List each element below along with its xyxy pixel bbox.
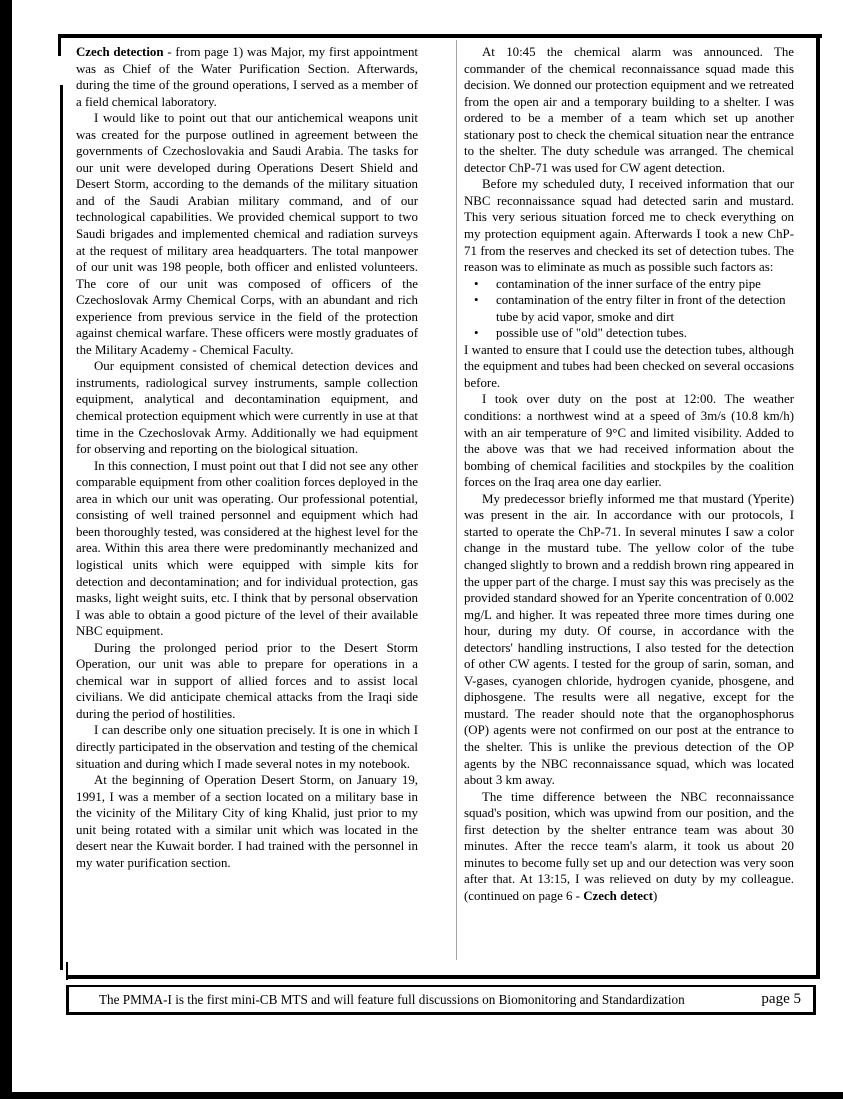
page-footer bbox=[66, 985, 816, 1015]
continued-article-title: Czech detection bbox=[76, 45, 164, 59]
frame-top-rule bbox=[58, 34, 822, 38]
article-paragraph: I can describe only one situation precisely. It is one in which I directly participated in the observation and testing of the chemical situation and during which I made several notes in my notebook. bbox=[76, 723, 418, 771]
article-paragraph: The time difference between the NBC reconnaissance squad's position, which was upwind from our position, and the first detection by the shelter entrance team was about 30 minutes. After the recce team's alarm, it took us about 20 minutes to become fully set up and our detection was very soon after that. At 13:15, I was relieved on duty by my colleague. (continued on page 6 - Czech detect) bbox=[464, 789, 794, 903]
frame-bottom-rule bbox=[66, 975, 820, 979]
page-number: page 5 bbox=[761, 991, 801, 1007]
article-paragraph: Our equipment consisted of chemical detection devices and instruments, radiological survey instruments, sample collection equipment, analytical and decontamination equipment, and chemical protection equipment which were currently in use at that time in the Czechoslovak Army. Additionally we had equipment for observing and reporting on the biological situation. bbox=[76, 359, 418, 457]
article-paragraph: In this connection, I must point out that I did not see any other comparable equipment from other coalition forces deployed in the area in which our unit was operating. Our professional potential, consisting of well trained personnel and equipment which had been thoroughly tested, was considered at the highest level for the area. Within this area there were predominantly mechanized and logistical units which were equipped with simple kits for detection and decontamination; and for individual protection, gas masks, light weight suits, etc. I think that by personal observation I was able to obtain a good picture of the level of their available NBC equipment. bbox=[76, 458, 418, 639]
factor-list bbox=[464, 276, 794, 342]
scan-edge-bottom bbox=[0, 1092, 843, 1099]
frame-left-rule bbox=[60, 85, 63, 970]
article-paragraph: I wanted to ensure that I could use the detection tubes, although the equipment and tubes had been checked on several occasions before. bbox=[464, 342, 794, 390]
scan-edge-left bbox=[0, 0, 12, 1095]
footer-tagline: The PMMA-I is the first mini-CB MTS and will feature full discussions on Biomonitoring and Standardization bbox=[99, 991, 685, 1007]
article-paragraph: At 10:45 the chemical alarm was announced. The commander of the chemical reconnaissance squad made this decision. We donned our protection equipment and we retreated from the open air and a temporary building to a shelter. I was ordered to be a member of a team which set up another stationary post to check the chemical situation near the entrance to the shelter. The duty schedule was arranged. The chemical detector ChP-71 was used for CW agent detection. bbox=[464, 45, 794, 175]
frame-left-rule bbox=[58, 34, 61, 56]
article-paragraph: During the prolonged period prior to the Desert Storm Operation, our unit was able to prepare for operations in a chemical war in support of allied forces and to assist local civilians. We did anticipate chemical attacks from the Iraqi side during the period of hostilities. bbox=[76, 640, 418, 721]
article-paragraph: I would like to point out that our antichemical weapons unit was created for the purpose outlined in agreement between the governments of Czechoslovakia and Saudi Arabia. The tasks for our unit were developed during Operations Desert Shield and Desert Storm, according to the demands of the military situation and of the Saudi Arabian military command, and of our technological capabilities. We provided chemical support to two Saudi brigades and implemented chemical and radiation surveys at the request of military area headquarters. The total manpower of our unit was 198 people, both officer and enlisted volunteers. The core of our unit was composed of officers of the Czechoslovak Army Chemical Corps, with an abundant and rich experience from previous service in the field of the protection against chemical warfare. These officers were mostly graduates of the Military Academy - Chemical Faculty. bbox=[76, 111, 418, 357]
article-paragraph: At the beginning of Operation Desert Storm, on January 19, 1991, I was a member of a section located on a military base in the vicinity of the Military City of king Khalid, just prior to my unit being rotated with a similar unit which was located in the desert near the Kuwait border. I had trained with the personnel in my water purification section. bbox=[76, 773, 418, 870]
frame-right-rule bbox=[816, 34, 820, 979]
article-right-column bbox=[464, 44, 794, 904]
list-item: • possible use of "old" detection tubes. bbox=[496, 325, 794, 342]
article-left-column bbox=[76, 44, 418, 871]
article-paragraph: I took over duty on the post at 12:00. The weather conditions: a northwest wind at a speed of 3m/s (10.8 km/h) with an air temperature of 9°C and limited visibility. Added to the above was that we had received information about the bombing of chemical facilities and stockpiles by the coalition forces on the Iraq area one day earlier. bbox=[464, 392, 794, 490]
list-item: • contamination of the inner surface of the entry pipe bbox=[496, 276, 794, 293]
article-paragraph: Before my scheduled duty, I received information that our NBC reconnaissance squad had detected sarin and mustard. This very serious situation forced me to check everything on my protection equipment again. Afterwards I took a new ChP-71 from the reserves and checked its set of detection tubes. The reason was to eliminate as much as possible such factors as: bbox=[464, 177, 794, 275]
continuation-reference: Czech detect bbox=[583, 888, 653, 903]
list-item: • contamination of the entry filter in front of the detection tube by acid vapor, smoke and dirt bbox=[496, 292, 794, 325]
article-paragraph: My predecessor briefly informed me that mustard (Yperite) was present in the air. In accordance with our protocols, I started to operate the ChP-71. In several minutes I saw a color change in the mustard tube. The yellow color of the tube changed slightly to brown and a reddish brown ring appeared in the upper part of the charge. I must say this was precisely as the provided standard showed for an Yperite concentration of 0.002 mg/L and higher. It was repeated three more times during one hour, during my duty. Of course, in accordance with the detectors' handling instructions, I also tested for the detection of other CW agents. I tested for the group of sarin, soman, and V-gases, cyanogen chloride, hydrogen cyanide, phosgene, and diphosgene. The results were all negative, except for the mustard. The reader should note that the organophosphorus (OP) agents were not confirmed on our post at the entrance to the shelter. This is unlike the previous detection of the OP agents by the NBC reconnaissance squad, which was located about 3 km away. bbox=[464, 491, 794, 788]
column-divider bbox=[456, 40, 457, 960]
article-paragraph: Czech detection - from page 1) was Major, my first appointment was as Chief of the Water Purification Section. Afterwards, during the time of the ground operations, I served as a member of a field chemical laboratory. bbox=[76, 45, 418, 109]
